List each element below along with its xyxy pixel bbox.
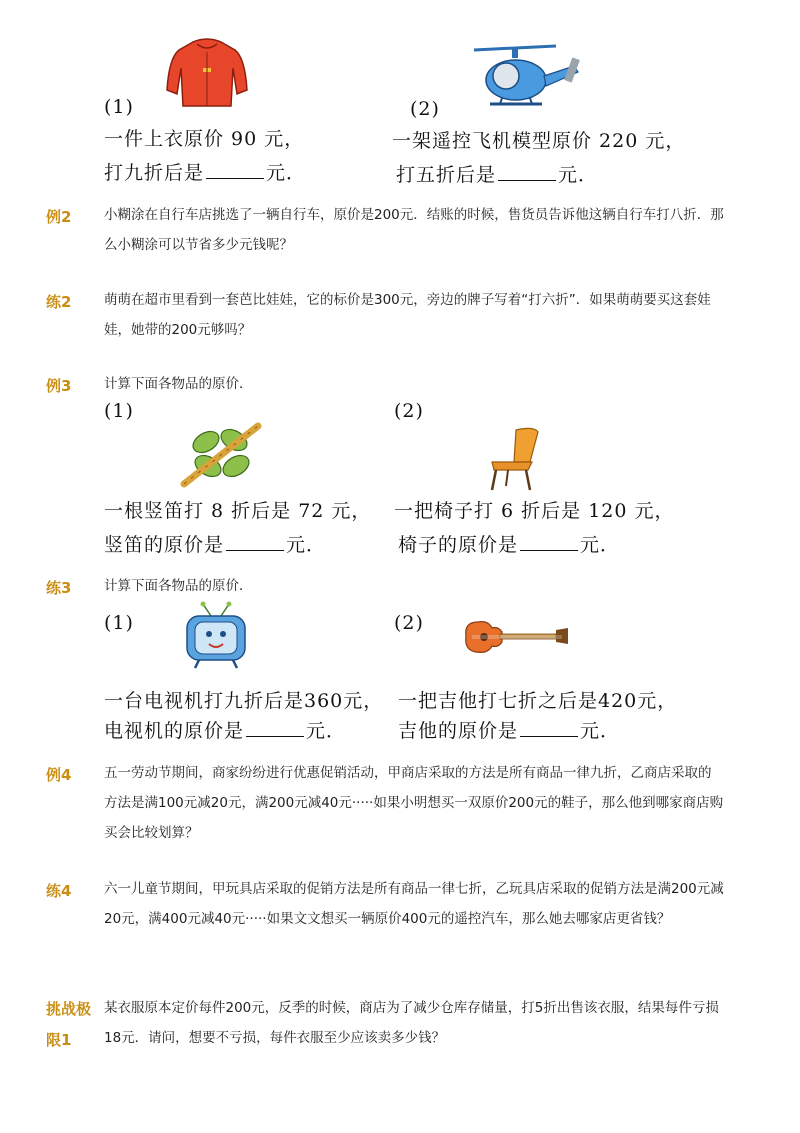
example-3-item2-number: (2) xyxy=(394,400,424,422)
intro-item2-number: (2) xyxy=(410,98,440,120)
challenge-text: 某衣服原本定价每件200元，反季的时候，商店为了减少仓库存储量，打5折出售该衣服，结果每件亏损18元．请问，想要不亏损，每件衣服至少应该卖多少钱？ xyxy=(104,1000,719,1046)
intro-item2-line2: 打五折后是 元． xyxy=(396,164,599,186)
example-3-label: 例3 xyxy=(46,377,72,395)
tv-icon xyxy=(183,602,249,670)
practice-3-item2-number: (2) xyxy=(394,612,424,634)
practice-3-label: 练3 xyxy=(46,579,72,597)
practice-3-text: 计算下面各物品的原价． xyxy=(104,578,253,594)
answer-blank xyxy=(498,180,556,181)
example-3-item1-line1: 一根竖笛打 8 折后是 72 元， xyxy=(104,500,372,522)
answer-blank xyxy=(246,736,304,737)
challenge-label-line2: 限1 xyxy=(46,1031,72,1049)
intro-item1-line2: 打九折后是 元． xyxy=(104,162,307,184)
intro-item1-number: (1) xyxy=(104,96,134,118)
example-4-text: 五一劳动节期间，商家纷纷进行优惠促销活动，甲商店采取的方法是所有商品一律九折，乙商店采取的方法是满100元减20元，满200元减40元·····如果小明想买一双原价200元的鞋子，那么他到哪家商店购买会比较划算？ xyxy=(104,765,724,841)
practice-3-item1-number: (1) xyxy=(104,612,134,634)
example-3-text: 计算下面各物品的原价． xyxy=(104,376,253,392)
example-4-label: 例4 xyxy=(46,766,72,784)
answer-blank xyxy=(226,550,284,551)
practice-2-label: 练2 xyxy=(46,293,72,311)
answer-blank xyxy=(520,736,578,737)
practice-2-text: 萌萌在超市里看到一套芭比娃娃，它的标价是300元，旁边的牌子写着“打六折”．如果萌萌要买这套娃娃，她带的200元够吗？ xyxy=(104,292,711,338)
practice-3-item1-line2: 电视机的原价是 元． xyxy=(104,720,347,742)
practice-4-label: 练4 xyxy=(46,882,72,900)
example-3-item1-number: (1) xyxy=(104,400,134,422)
practice-3-item1-line1: 一台电视机打九折后是360元， xyxy=(104,690,384,712)
example-3-item2-line2: 椅子的原价是 元． xyxy=(398,534,621,556)
practice-3-item2-line1: 一把吉他打七折之后是420元， xyxy=(398,690,678,712)
helicopter-icon xyxy=(470,42,585,112)
practice-3-item2-line2: 吉他的原价是 元． xyxy=(398,720,621,742)
guitar-icon xyxy=(462,616,570,658)
example-2-text: 小糊涂在自行车店挑选了一辆自行车，原价是200元．结账的时候，售货员告诉他这辆自行车打八折．那么小糊涂可以节省多少元钱呢？ xyxy=(104,207,724,253)
example-3-item2-line1: 一把椅子打 6 折后是 120 元， xyxy=(394,500,675,522)
challenge-label-line1: 挑战极 xyxy=(46,1000,92,1018)
answer-blank xyxy=(520,550,578,551)
flute-icon xyxy=(178,420,264,490)
example-2-label: 例2 xyxy=(46,208,72,226)
jacket-icon xyxy=(165,38,249,110)
practice-4-text: 六一儿童节期间，甲玩具店采取的促销方法是所有商品一律七折，乙玩具店采取的促销方法是满200元减20元，满400元减40元·····如果文文想买一辆原价400元的遥控汽车，那么她去哪家店更省钱？ xyxy=(104,881,724,927)
answer-blank xyxy=(206,178,264,179)
intro-item2-line1: 一架遥控飞机模型原价 220 元， xyxy=(392,130,686,152)
chair-icon xyxy=(486,426,546,492)
example-3-item1-line2: 竖笛的原价是 元． xyxy=(104,534,327,556)
intro-item1-line1: 一件上衣原价 90 元， xyxy=(104,128,305,150)
